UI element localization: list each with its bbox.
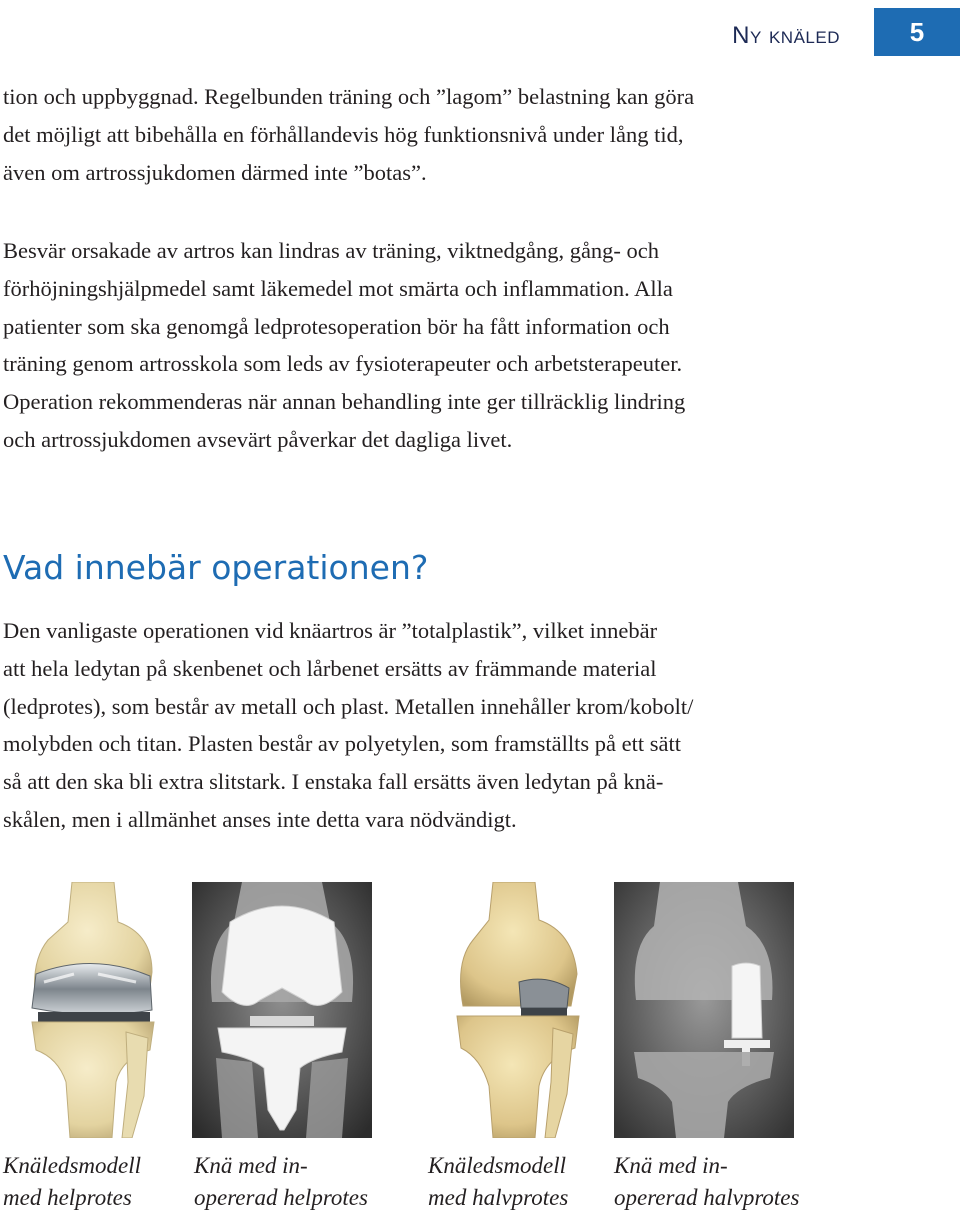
figure-caption — [614, 1150, 799, 1214]
text-line: förhöjningshjälpmedel samt läkemedel mot smärta och inflammation. Alla — [3, 275, 673, 301]
knee-model-half-prosthesis-image — [427, 882, 607, 1138]
paragraph-operation — [3, 612, 803, 839]
caption-line: Knäledsmodell — [3, 1153, 141, 1178]
paragraph-intro-continued — [3, 78, 803, 191]
knee-model-full-prosthesis-image — [2, 882, 182, 1138]
text-line: det möjligt att bibehålla en förhållandevis hög funktionsnivå under lång tid, — [3, 121, 684, 147]
section-heading: Vad innebär operationen? — [3, 548, 429, 587]
text-line: så att den ska bli extra slitstark. I enstaka fall ersätts även ledytan på knä- — [3, 769, 664, 795]
text-line: (ledprotes), som består av metall och plast. Metallen innehåller krom/kobolt/ — [3, 693, 694, 719]
caption-line: Knä med in- — [194, 1153, 308, 1178]
caption-line: med halvprotes — [428, 1185, 569, 1210]
text-line: även om artrossjukdomen därmed inte ”botas”. — [3, 159, 427, 185]
text-line: patienter som ska genomgå ledprotesoperation bör ha fått information och — [3, 313, 670, 339]
caption-line: opererad helprotes — [194, 1185, 368, 1210]
figure-caption — [3, 1150, 141, 1214]
paragraph-treatment — [3, 232, 803, 459]
caption-line: opererad halvprotes — [614, 1185, 800, 1210]
text-line: skålen, men i allmänhet anses inte detta vara nödvändigt. — [3, 806, 517, 832]
text-line: molybden och titan. Plasten består av polyetylen, som framställts på ett sätt — [3, 731, 681, 757]
caption-line: Knä med in- — [614, 1153, 728, 1178]
caption-line: med helprotes — [3, 1185, 132, 1210]
page-number-tab — [874, 8, 960, 56]
figure-caption — [194, 1150, 368, 1214]
text-line: träning genom artrosskola som leds av fysioterapeuter och arbetsterapeuter. — [3, 351, 683, 377]
figure-caption — [428, 1150, 568, 1214]
text-line: tion och uppbyggnad. Regelbunden träning och ”lagom” belastning kan göra — [3, 84, 695, 109]
xray-half-prosthesis-image — [614, 882, 794, 1138]
caption-line: Knäledsmodell — [428, 1153, 566, 1178]
text-line: och artrossjukdomen avsevärt påverkar det dagliga livet. — [3, 426, 513, 452]
text-line: Besvär orsakade av artros kan lindras av träning, viktnedgång, gång- och — [3, 238, 660, 263]
running-title: Ny knäled — [732, 22, 840, 49]
text-line: Den vanligaste operationen vid knäartros är ”totalplastik”, vilket innebär — [3, 618, 658, 643]
xray-full-prosthesis-image — [192, 882, 372, 1138]
text-line: att hela ledytan på skenbenet och lårbenet ersätts av främmande material — [3, 655, 657, 681]
page-number: 5 — [909, 16, 925, 47]
text-line: Operation rekommenderas när annan behandling inte ger tillräcklig lindring — [3, 389, 686, 415]
